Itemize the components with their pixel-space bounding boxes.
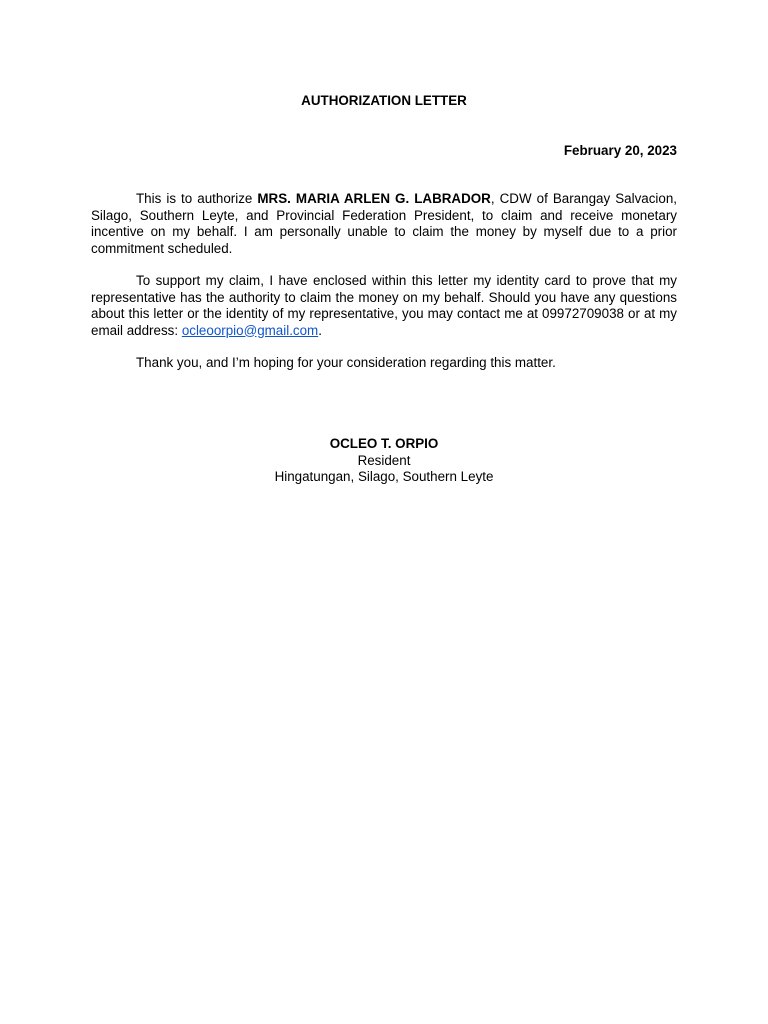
signatory-name: OCLEO T. ORPIO bbox=[329, 436, 439, 451]
letter-title: AUTHORIZATION LETTER bbox=[301, 93, 467, 108]
paragraph-1-prefix: This is to authorize bbox=[136, 191, 258, 206]
paragraph-2-text: To support my claim, I have enclosed within this letter my identity card to prove that my representative has the authority to claim the money on my behalf. Should you have any questions about this letter or the identity of my representative, you may contact me at 09972709038 or at my email address: bbox=[91, 273, 677, 338]
authorized-person-name: MRS. MARIA ARLEN G. LABRADOR bbox=[257, 191, 491, 206]
paragraph-thanks: Thank you, and I’m hoping for your consideration regarding this matter. bbox=[136, 355, 556, 370]
letter-body bbox=[91, 191, 677, 388]
paragraph-support bbox=[91, 273, 677, 339]
signature-block bbox=[0, 436, 768, 486]
paragraph-authorization bbox=[91, 191, 677, 257]
email-link[interactable]: ocleoorpio@gmail.com bbox=[181, 322, 319, 338]
signatory-role: Resident bbox=[357, 452, 411, 468]
paragraph-2-end: . bbox=[318, 322, 322, 338]
paragraph-1-suffix: , CDW of Barangay Salvacion, Silago, Southern Leyte, and Provincial Federation President, to claim and receive monetary incentive on my behalf. I am personally unable to claim the money by myself due to a prior commitment scheduled. bbox=[91, 191, 677, 256]
signatory-address: Hingatungan, Silago, Southern Leyte bbox=[274, 469, 494, 484]
letter-date: February 20, 2023 bbox=[563, 143, 677, 158]
